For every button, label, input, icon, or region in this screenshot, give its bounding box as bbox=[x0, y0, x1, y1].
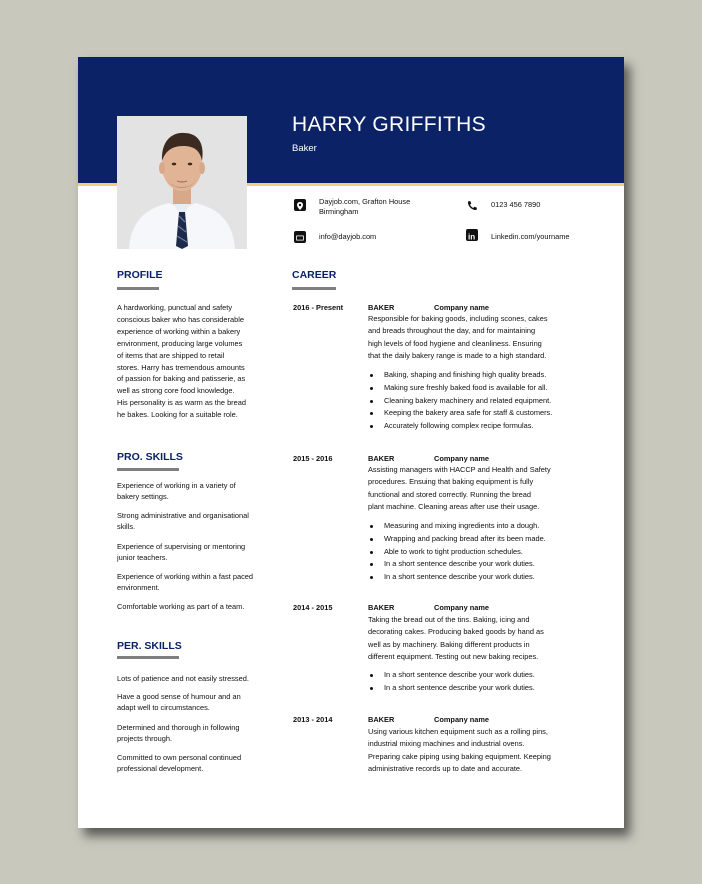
email-icon bbox=[294, 231, 306, 243]
skill-line: Strong administrative and organisational bbox=[117, 511, 249, 520]
duty-item: Making sure freshly baked food is available for all. bbox=[368, 382, 552, 395]
desc-line: Taking the bread out of the tins. Baking, icing and bbox=[368, 615, 530, 624]
pro-skill-item bbox=[117, 541, 267, 563]
profile-line: of passion for baking and patisserie, as bbox=[117, 374, 246, 384]
skill-line: Lots of patience and not easily stressed. bbox=[117, 674, 249, 683]
skill-line: Have a good sense of humour and an bbox=[117, 692, 241, 701]
desc-line: high levels of food hygiene and cleanliness. Ensuring bbox=[368, 338, 542, 348]
skill-line: Comfortable working as part of a team. bbox=[117, 602, 245, 611]
desc-line: Responsible for baking goods, including scones, cakes bbox=[368, 314, 548, 323]
job-duties-list bbox=[368, 369, 552, 433]
desc-line: that the daily bakery range is made to a high standard. bbox=[368, 350, 547, 360]
person-role: Baker bbox=[292, 143, 317, 154]
location-icon bbox=[294, 199, 306, 211]
duty-item: In a short sentence describe your work duties. bbox=[368, 669, 535, 682]
desc-line: procedures. Ensuing that baking equipment is fully bbox=[368, 477, 534, 487]
job-description bbox=[368, 313, 583, 362]
duty-item: In a short sentence describe your work duties. bbox=[368, 571, 546, 584]
job-title: BAKER bbox=[368, 603, 395, 612]
phone-icon bbox=[466, 199, 478, 211]
job-title: BAKER bbox=[368, 715, 395, 724]
duty-item: In a short sentence describe your work duties. bbox=[368, 558, 546, 571]
job-company: Company name bbox=[434, 454, 490, 463]
contact-linkedin[interactable]: Linkedin.com/yourname bbox=[491, 232, 570, 241]
skill-line: Experience of supervising or mentoring bbox=[117, 542, 246, 551]
duty-item: Able to work to tight production schedules. bbox=[368, 546, 546, 559]
pro-skills-heading: PRO. SKILLS bbox=[117, 451, 183, 463]
career-underline bbox=[292, 287, 336, 290]
pro-skill-item bbox=[117, 510, 267, 532]
pro-skill-item bbox=[117, 480, 267, 502]
job-description bbox=[368, 726, 583, 775]
duty-item: Wrapping and packing bread after its been made. bbox=[368, 533, 546, 546]
job-dates: 2015 - 2016 bbox=[293, 454, 333, 463]
profile-line: well as strong core food knowledge. bbox=[117, 386, 235, 396]
job-duties-list bbox=[368, 669, 535, 695]
job-company: Company name bbox=[434, 303, 490, 312]
contact-address bbox=[319, 197, 410, 217]
profile-line: he bakes. Looking for a suitable role. bbox=[117, 410, 238, 420]
address-line-1: Dayjob.com, Grafton House bbox=[319, 197, 411, 206]
skill-line: skills. bbox=[117, 522, 136, 532]
job-description bbox=[368, 614, 583, 663]
skill-line: adapt well to circumstances. bbox=[117, 703, 210, 713]
profile-line: of items that are shipped to retail bbox=[117, 350, 225, 360]
desc-line: industrial mixing machines and industrial ovens. bbox=[368, 739, 525, 749]
career-heading: CAREER bbox=[292, 269, 337, 281]
desc-line: plant machine. Cleaning areas after use their usage. bbox=[368, 501, 540, 511]
skill-line: environment. bbox=[117, 583, 160, 593]
job-dates: 2014 - 2015 bbox=[293, 603, 333, 612]
skill-line: Determined and thorough in following bbox=[117, 723, 240, 732]
desc-line: administrative records up to date and accurate. bbox=[368, 763, 523, 773]
duty-item: Measuring and mixing ingredients into a dough. bbox=[368, 520, 546, 533]
profile-heading: PROFILE bbox=[117, 269, 163, 281]
contact-email[interactable]: info@dayjob.com bbox=[319, 232, 377, 241]
job-description bbox=[368, 464, 583, 513]
job-duties-list bbox=[368, 520, 546, 584]
skill-line: projects through. bbox=[117, 734, 173, 744]
per-skills-heading: PER. SKILLS bbox=[117, 640, 182, 652]
profile-line: His personality is as warm as the bread bbox=[117, 398, 246, 408]
contact-phone: 0123 456 7890 bbox=[491, 200, 541, 209]
profile-paragraph bbox=[117, 302, 277, 421]
job-title: BAKER bbox=[368, 303, 395, 312]
skill-line: Experience of working within a fast paced bbox=[117, 572, 253, 581]
skill-line: bakery settings. bbox=[117, 492, 169, 502]
skill-line: professional development. bbox=[117, 764, 204, 774]
job-dates: 2016 - Present bbox=[293, 303, 344, 312]
svg-text:in: in bbox=[468, 232, 476, 242]
duty-item: Baking, shaping and finishing high quality breads. bbox=[368, 369, 552, 382]
profile-line: conscious baker who has considerable bbox=[117, 314, 244, 324]
per-skill-item bbox=[117, 722, 267, 744]
skill-line: junior teachers. bbox=[117, 553, 168, 563]
address-line-2: Birmingham bbox=[319, 207, 359, 216]
pro-skill-item bbox=[117, 601, 267, 612]
skill-line: Committed to own personal continued bbox=[117, 753, 242, 762]
desc-line: functional and stored correctly. Running the bread bbox=[368, 489, 531, 499]
person-name: HARRY GRIFFITHS bbox=[292, 113, 486, 136]
desc-line: different equipment. Testing out new baking recipes. bbox=[368, 651, 539, 661]
per-skill-item bbox=[117, 691, 267, 713]
job-company: Company name bbox=[434, 715, 490, 724]
profile-line: A hardworking, punctual and safety bbox=[117, 303, 233, 312]
profile-line: experience of working within a bakery bbox=[117, 326, 241, 336]
duty-item: Cleaning bakery machinery and related equipment. bbox=[368, 395, 552, 408]
desc-line: decorating cakes. Producing baked goods by hand as bbox=[368, 627, 544, 637]
desc-line: and breads throughout the day, and for maintaining bbox=[368, 326, 536, 336]
profile-photo bbox=[117, 116, 247, 249]
per-skill-item bbox=[117, 752, 267, 774]
desc-line: Preparing cake piping using baking equipment. Keeping bbox=[368, 751, 551, 761]
profile-underline bbox=[117, 287, 159, 290]
duty-item: Accurately following complex recipe formulas. bbox=[368, 420, 552, 433]
desc-line: Using various kitchen equipment such as a rolling pins, bbox=[368, 727, 548, 736]
profile-line: environment, producing large volumes bbox=[117, 338, 243, 348]
desc-line: Assisting managers with HACCP and Health and Safety bbox=[368, 465, 551, 474]
per-skills-underline bbox=[117, 656, 179, 659]
job-company: Company name bbox=[434, 603, 490, 612]
pro-skill-item bbox=[117, 571, 267, 593]
job-dates: 2013 - 2014 bbox=[293, 715, 333, 724]
duty-item: In a short sentence describe your work duties. bbox=[368, 682, 535, 695]
job-title: BAKER bbox=[368, 454, 395, 463]
resume-page bbox=[78, 57, 624, 828]
skill-line: Experience of working in a variety of bbox=[117, 481, 236, 490]
profile-line: stores. Harry has tremendous amounts bbox=[117, 362, 245, 372]
desc-line: well as by machinery. Baking different products in bbox=[368, 639, 530, 649]
pro-skills-underline bbox=[117, 468, 179, 471]
per-skill-item bbox=[117, 673, 267, 684]
duty-item: Keeping the bakery area safe for staff & customers. bbox=[368, 407, 552, 420]
linkedin-icon bbox=[466, 229, 478, 241]
